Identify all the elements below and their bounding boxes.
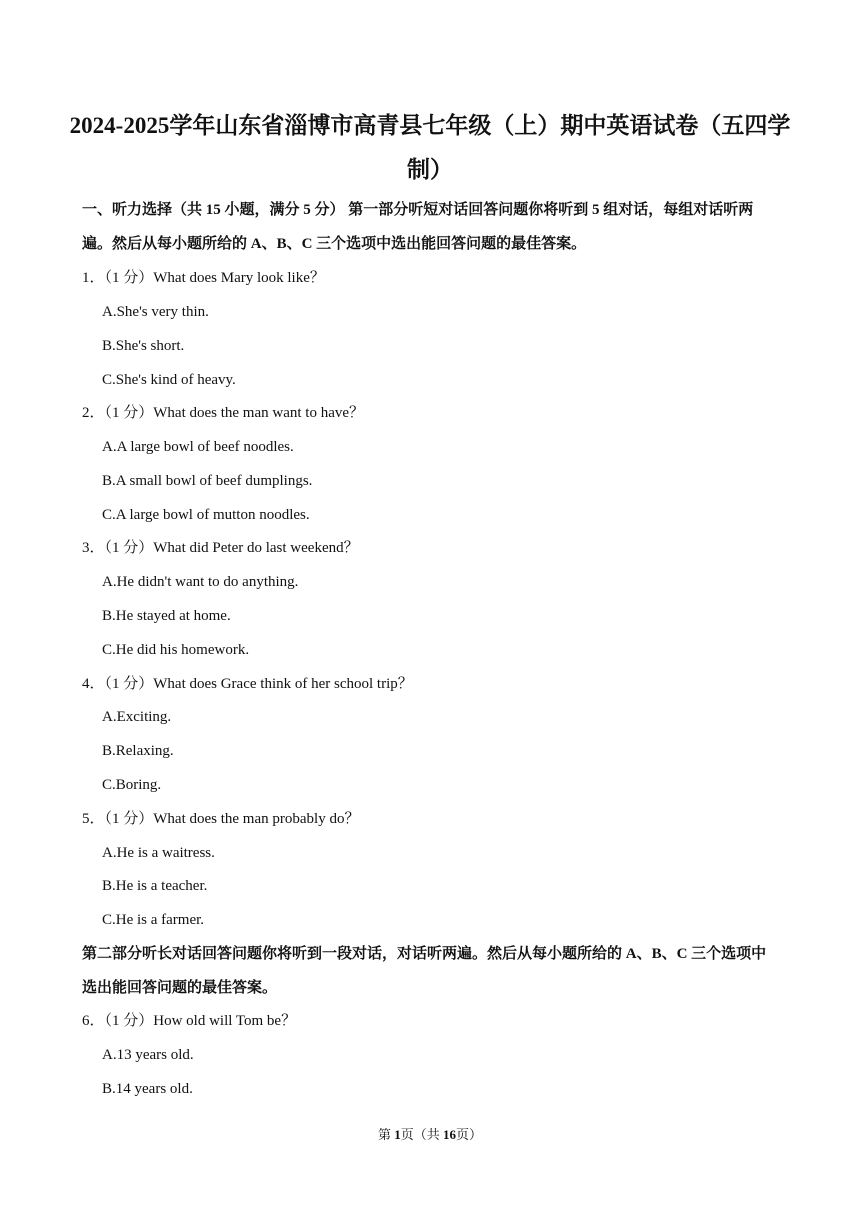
- question-5-option-b: B.He is a teacher.: [102, 878, 208, 894]
- page-footer: [0, 1126, 860, 1144]
- question-4-option-a: A.Exciting.: [102, 709, 172, 725]
- footer-page-number: 1: [394, 1127, 401, 1142]
- question-2-option-b: B.A small bowl of beef dumplings.: [102, 473, 313, 489]
- question-1-stem: 1．（1 分）What does Mary look like？: [82, 270, 325, 286]
- question-4-stem: 4．（1 分）What does Grace think of her school trip？: [82, 676, 413, 692]
- footer-suffix: 页）: [456, 1127, 483, 1142]
- section1-instruction-line-2: 遍。然后从每小题所给的 A、B、C 三个选项中选出能回答问题的最佳答案。: [82, 236, 587, 252]
- question-3-stem: 3．（1 分）What did Peter do last weekend？: [82, 540, 359, 556]
- section2-instruction-line-1: 第二部分听长对话回答问题你将听到一段对话，对话听两遍。然后从每小题所给的 A、B、C 三个选项中: [82, 946, 767, 962]
- footer-middle: 页（共: [400, 1127, 443, 1142]
- question-3-option-a: A.He didn't want to do anything.: [102, 574, 299, 590]
- question-5-option-c: C.He is a farmer.: [102, 912, 205, 928]
- question-2-stem: 2．（1 分）What does the man want to have？: [82, 405, 365, 421]
- question-6-option-b: B.14 years old.: [102, 1081, 193, 1097]
- section2-instruction-line-2: 选出能回答问题的最佳答案。: [82, 980, 278, 996]
- document-title: [60, 104, 800, 192]
- question-4-option-b: B.Relaxing.: [102, 743, 174, 759]
- question-3-option-b: B.He stayed at home.: [102, 608, 231, 624]
- question-5-stem: 5．（1 分）What does the man probably do？: [82, 811, 360, 827]
- question-6-option-a: A.13 years old.: [102, 1047, 194, 1063]
- question-1-option-b: B.She's short.: [102, 338, 185, 354]
- section1-instruction-line-1: 一、听力选择（共 15 小题，满分 5 分） 第一部分听短对话回答问题你将听到 5 组对话，每组对话听两: [82, 202, 754, 218]
- question-1-option-a: A.She's very thin.: [102, 304, 209, 320]
- question-2-option-a: A.A large bowl of beef noodles.: [102, 439, 294, 455]
- question-4-option-c: C.Boring.: [102, 777, 162, 793]
- question-6-stem: 6．（1 分）How old will Tom be？: [82, 1013, 297, 1029]
- footer-total-pages: 16: [443, 1127, 456, 1142]
- question-1-option-c: C.She's kind of heavy.: [102, 372, 236, 388]
- question-2-option-c: C.A large bowl of mutton noodles.: [102, 507, 310, 523]
- title-line-2: 制）: [407, 157, 453, 182]
- title-line-1: 2024-2025学年山东省淄博市高青县七年级（上）期中英语试卷（五四学: [69, 113, 791, 138]
- footer-prefix: 第: [377, 1127, 395, 1142]
- question-5-option-a: A.He is a waitress.: [102, 845, 215, 861]
- question-3-option-c: C.He did his homework.: [102, 642, 250, 658]
